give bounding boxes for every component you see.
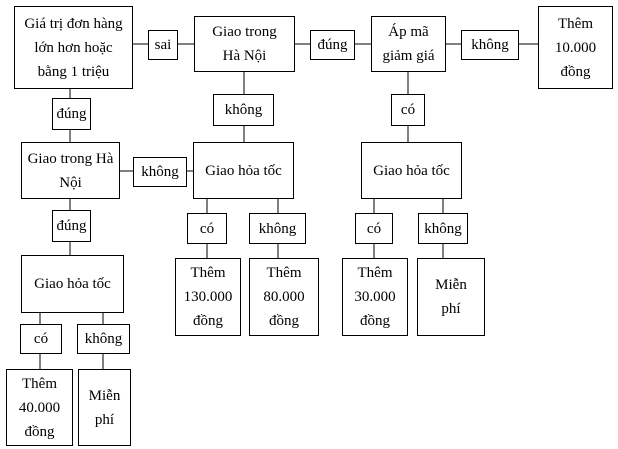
- add-10000-result-box: Thêm 10.000 đồng: [538, 6, 613, 89]
- no-label: không: [461, 30, 519, 60]
- add-80000-result-box: Thêm 80.000 đồng: [249, 258, 319, 336]
- no-label: không: [418, 213, 468, 244]
- add-130000-result-box: Thêm 130.000 đồng: [175, 258, 241, 336]
- yes-label: có: [187, 213, 227, 244]
- discount-code-condition-box: Áp mã giảm giá: [371, 16, 446, 72]
- true-label: đúng: [310, 30, 355, 60]
- true-label: đúng: [52, 210, 91, 242]
- free-shipping-result-box: Miễn phí: [417, 258, 485, 336]
- add-40000-result-box: Thêm 40.000 đồng: [6, 369, 73, 446]
- hanoi-delivery-condition-box: Giao trong Hà Nội: [21, 142, 120, 199]
- true-label: đúng: [52, 98, 91, 130]
- express-delivery-condition-box: Giao hỏa tốc: [21, 255, 124, 313]
- yes-label: có: [355, 213, 393, 244]
- no-label: không: [249, 213, 306, 244]
- free-shipping-result-box: Miễn phí: [78, 369, 131, 446]
- yes-label: có: [391, 94, 425, 126]
- no-label: không: [77, 324, 130, 354]
- no-label: không: [133, 157, 187, 187]
- false-label: sai: [148, 30, 178, 60]
- express-delivery-condition-box: Giao hỏa tốc: [361, 142, 462, 199]
- no-label: không: [213, 94, 274, 126]
- express-delivery-condition-box: Giao hỏa tốc: [193, 142, 294, 199]
- order-value-condition-box: Giá trị đơn hàng lớn hơn hoặc bằng 1 triệu: [14, 6, 133, 89]
- add-30000-result-box: Thêm 30.000 đồng: [342, 258, 408, 336]
- yes-label: có: [20, 324, 62, 354]
- hanoi-delivery-condition-box: Giao trong Hà Nội: [194, 16, 295, 72]
